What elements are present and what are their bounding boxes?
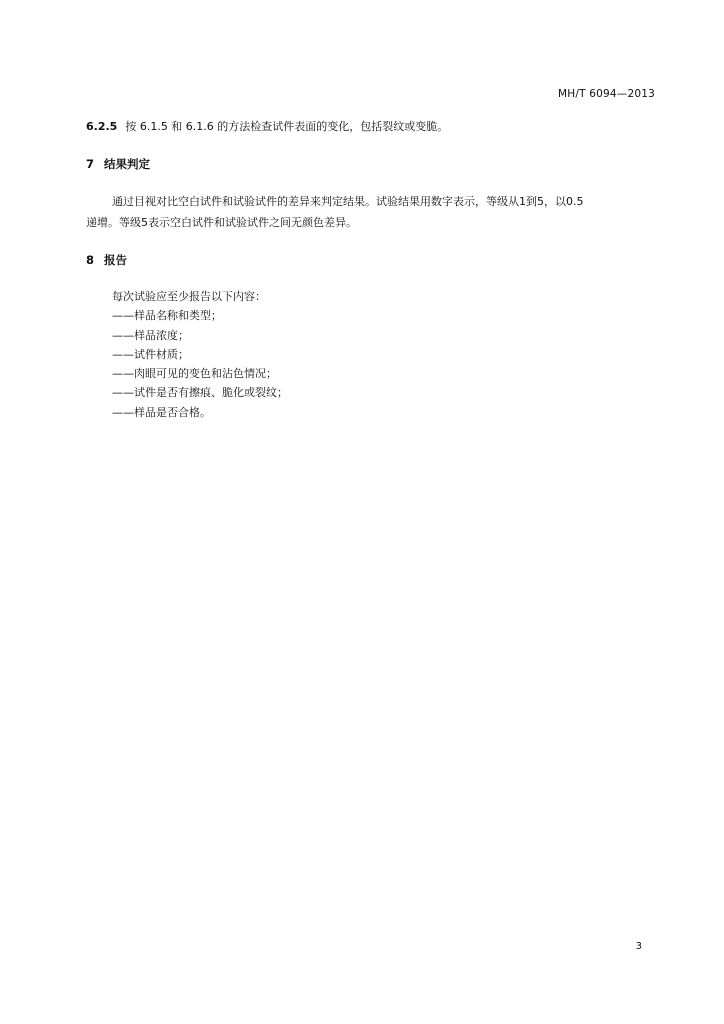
page-number: 3	[635, 941, 642, 952]
paragraph-line: 递增。等级5表示空白试件和试验试件之间无颜色差异。	[86, 216, 357, 229]
section-8-heading	[86, 252, 127, 268]
list-item: ——试件材质；	[112, 347, 189, 361]
section-7-title: 结果判定	[104, 157, 150, 171]
list-item: ——样品是否合格。	[112, 405, 211, 419]
paragraph-line: 通过目视对比空白试件和试验试件的差异来判定结果。试验结果用数字表示，等级从1到5，以0.5	[112, 195, 584, 208]
section-7-paragraph	[86, 191, 658, 233]
section-7-number: 7	[86, 157, 95, 171]
list-item: ——试件是否有擦痕、脆化或裂纹；	[112, 386, 288, 400]
list-item: ——样品浓度；	[112, 328, 189, 342]
standard-code: MH/T 6094—2013	[558, 88, 655, 100]
section-7-heading	[86, 156, 150, 172]
section-8-title: 报告	[104, 253, 127, 267]
clause-number: 6.2.5	[86, 120, 118, 133]
list-item: ——肉眼可见的变色和沾色情况；	[112, 367, 277, 381]
clause-6-2-5	[86, 118, 448, 134]
list-intro: 每次试验应至少报告以下内容：	[112, 290, 266, 303]
list-item: ——样品名称和类型；	[112, 309, 222, 323]
section-8-number: 8	[86, 253, 95, 267]
report-contents-list	[112, 287, 288, 422]
clause-text: 按 6.1.5 和 6.1.6 的方法检查试件表面的变化，包括裂纹或变脆。	[125, 120, 449, 133]
